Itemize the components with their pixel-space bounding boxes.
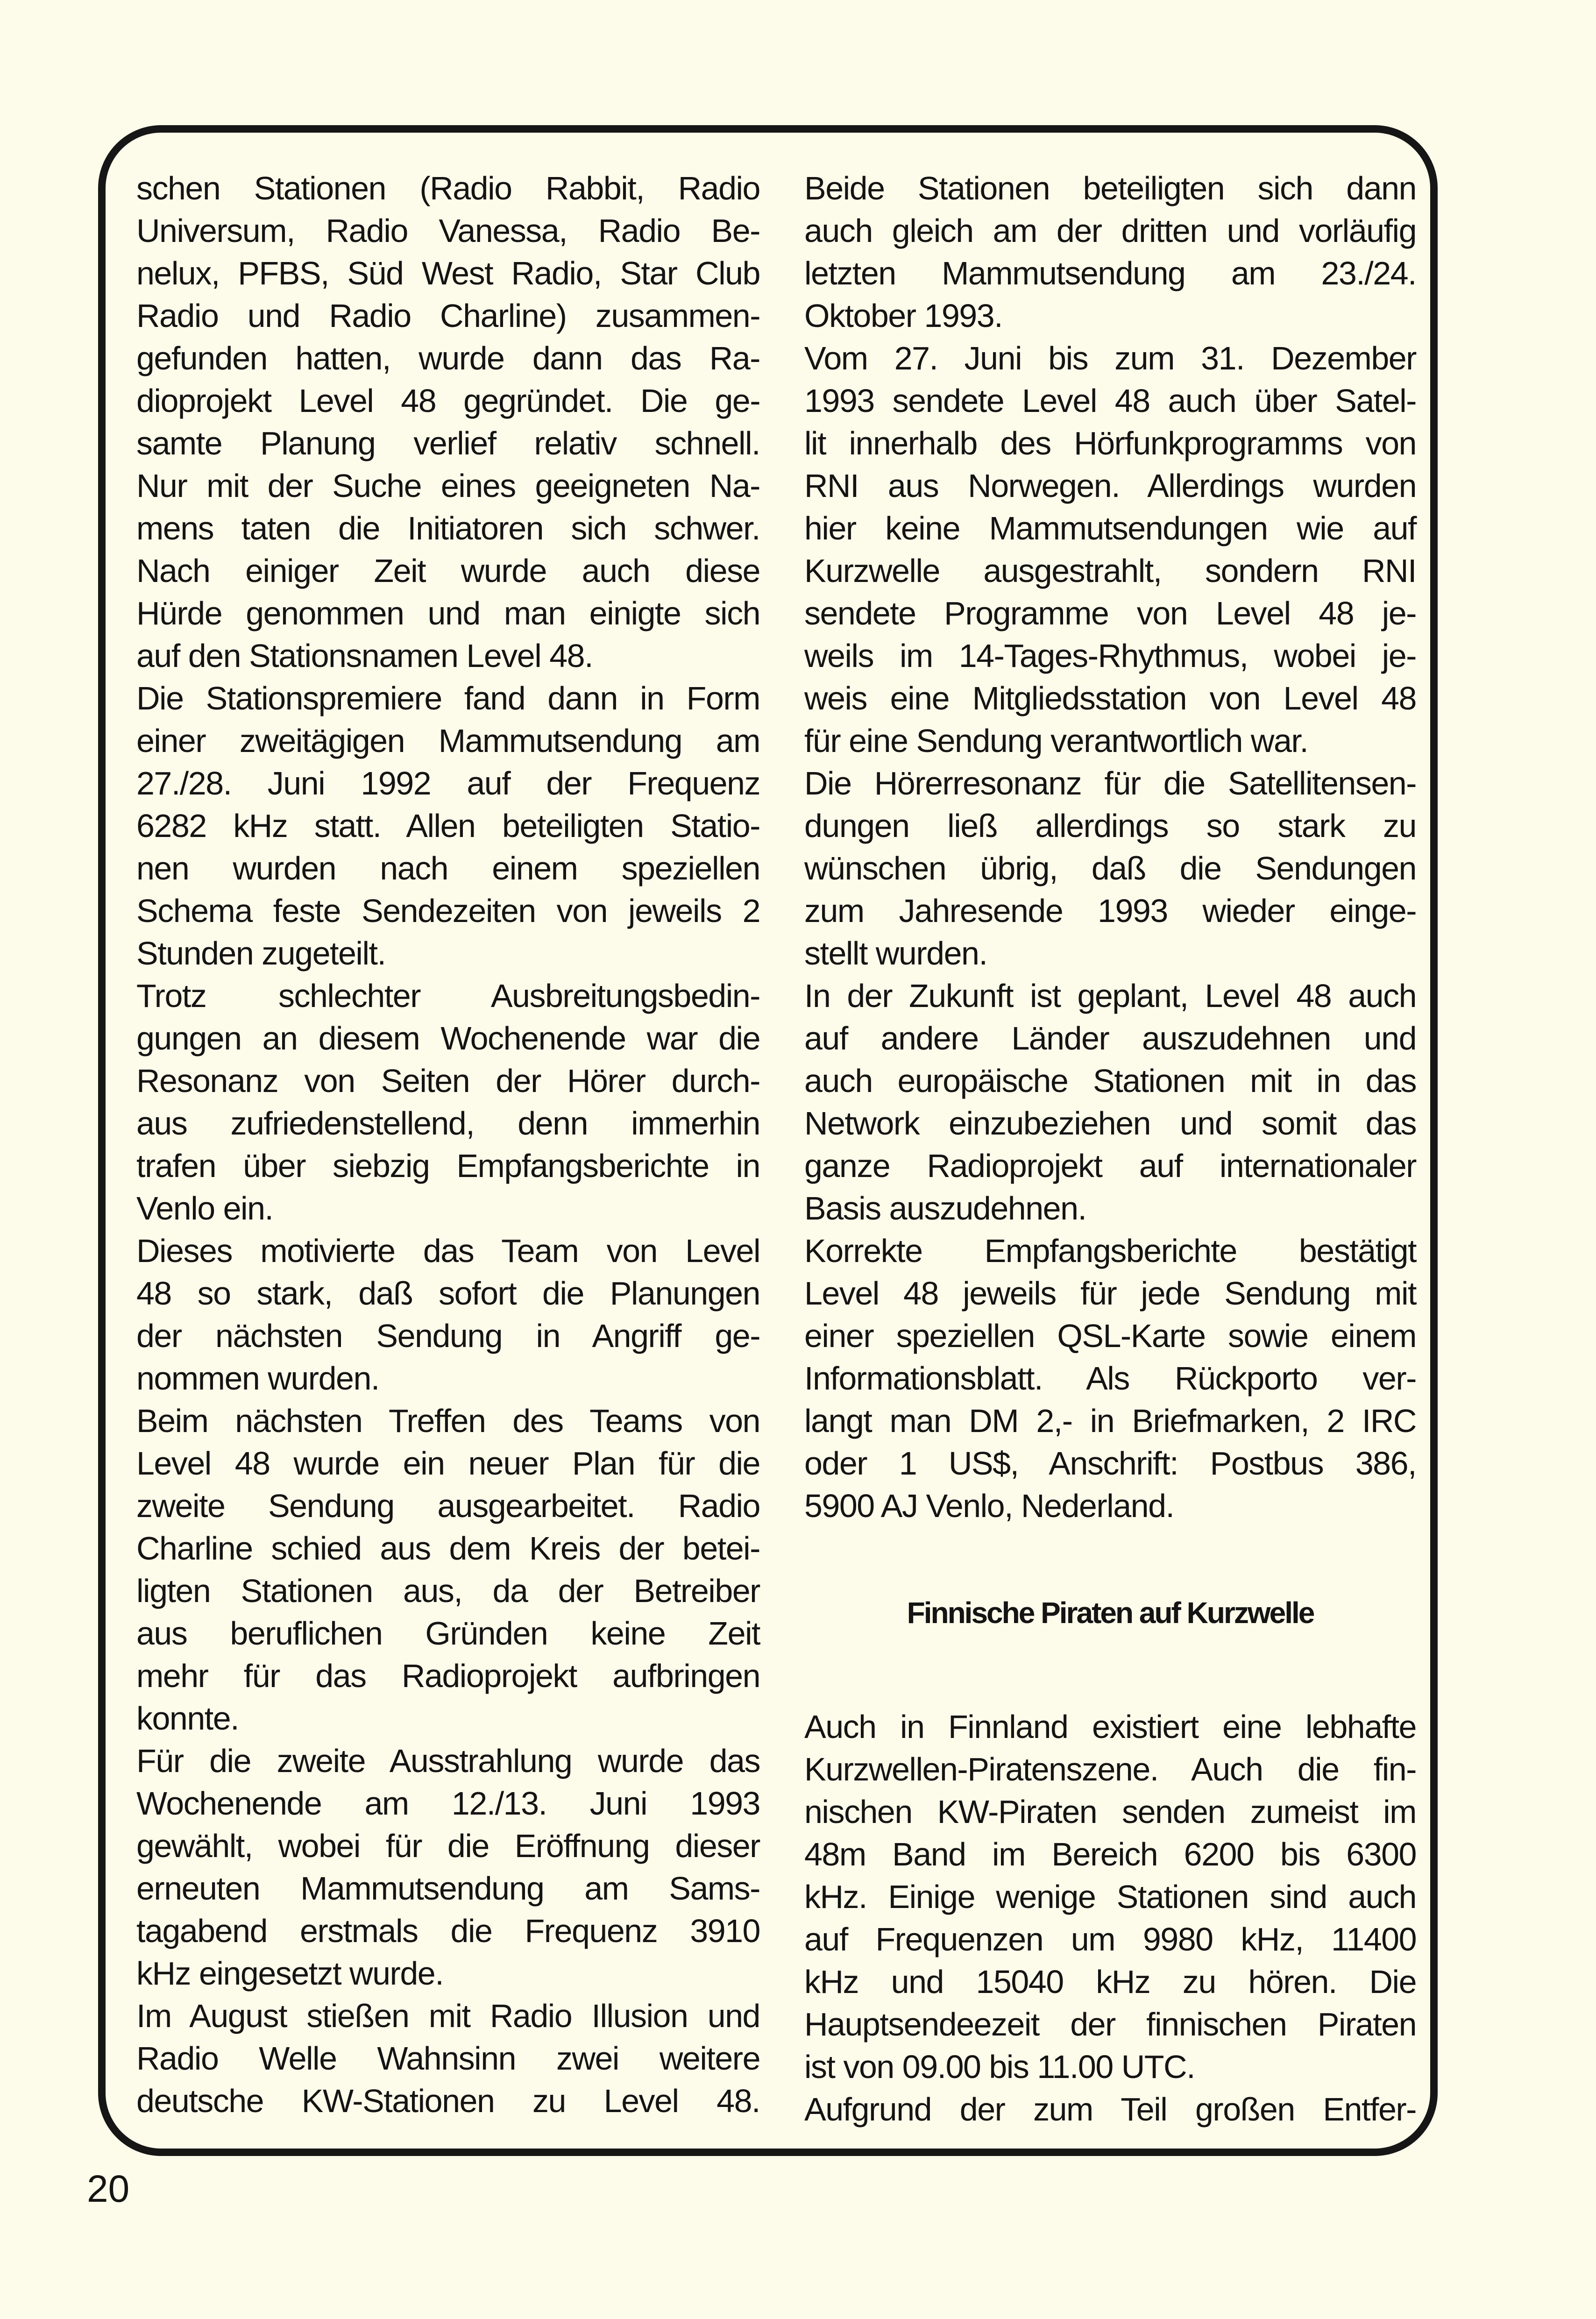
text-line: Dieses motivierte das Team von Level xyxy=(136,1233,760,1269)
text-line: Basis auszudehnen. xyxy=(804,1190,1086,1227)
text-line: erneuten Mammutsendung am Sams- xyxy=(136,1870,760,1907)
text-line: Wochenende am 12./13. Juni 1993 xyxy=(136,1785,760,1822)
text-line: 48m Band im Bereich 6200 bis 6300 xyxy=(804,1836,1416,1872)
text-line: einer zweitägigen Mammutsendung am xyxy=(136,723,760,759)
text-line: sendete Programme von Level 48 je- xyxy=(804,595,1416,631)
text-line: Hürde genommen und man einigte sich xyxy=(136,595,760,631)
text-line: RNI aus Norwegen. Allerdings wurden xyxy=(804,468,1416,504)
text-line: gewählt, wobei für die Eröffnung dieser xyxy=(136,1828,760,1864)
text-line: Die Hörerresonanz für die Satellitensen- xyxy=(804,765,1416,801)
text-line: aus beruflichen Gründen keine Zeit xyxy=(136,1615,760,1652)
text-line: gungen an diesem Wochenende war die xyxy=(136,1020,760,1057)
text-line: Radio Welle Wahnsinn zwei weitere xyxy=(136,2040,760,2077)
text-line: der nächsten Sendung in Angriff ge- xyxy=(136,1318,760,1354)
text-line: weils im 14-Tages-Rhythmus, wobei je- xyxy=(804,638,1416,674)
text-line: Network einzubeziehen und somit das xyxy=(804,1105,1416,1142)
text-line: Level 48 wurde ein neuer Plan für die xyxy=(136,1445,760,1482)
text-line: Level 48 jeweils für jede Sendung mit xyxy=(804,1275,1416,1312)
text-line: 1993 sendete Level 48 auch über Satel- xyxy=(804,383,1416,419)
text-line: tagabend erstmals die Frequenz 3910 xyxy=(136,1913,760,1949)
text-line: 6282 kHz statt. Allen beteiligten Statio- xyxy=(136,808,760,844)
section-heading-block xyxy=(804,1527,1416,1706)
text-line: ligten Stationen aus, da der Betreiber xyxy=(136,1573,760,1609)
text-line: Universum, Radio Vanessa, Radio Be- xyxy=(136,213,760,249)
text-line: dioprojekt Level 48 gegründet. Die ge- xyxy=(136,383,760,419)
text-line: Schema feste Sendezeiten von jeweils 2 xyxy=(136,893,760,929)
text-line: Auch in Finnland existiert eine lebhafte xyxy=(804,1709,1416,1745)
text-line: aus zufriedenstellend, denn immerhin xyxy=(136,1105,760,1142)
text-line: dungen ließ allerdings so stark zu xyxy=(804,808,1416,844)
text-line: zweite Sendung ausgearbeitet. Radio xyxy=(136,1488,760,1524)
text-line: Beim nächsten Treffen des Teams von xyxy=(136,1403,760,1439)
text-line: kHz. Einige wenige Stationen sind auch xyxy=(804,1879,1416,1915)
text-line: Vom 27. Juni bis zum 31. Dezember xyxy=(804,340,1416,376)
text-line: kHz und 15040 kHz zu hören. Die xyxy=(804,1964,1416,2000)
text-line: oder 1 US$, Anschrift: Postbus 386, xyxy=(804,1445,1416,1482)
text-line: schen Stationen (Radio Rabbit, Radio xyxy=(136,170,760,206)
text-line: 48 so stark, daß sofort die Planungen xyxy=(136,1275,760,1312)
text-line: mens taten die Initiatoren sich schwer. xyxy=(136,510,760,546)
text-line: mehr für das Radioprojekt aufbringen xyxy=(136,1658,760,1694)
text-line: wünschen übrig, daß die Sendungen xyxy=(804,850,1416,886)
text-line: langt man DM 2,- in Briefmarken, 2 IRC xyxy=(804,1403,1416,1439)
text-line: In der Zukunft ist geplant, Level 48 auch xyxy=(804,978,1416,1014)
text-line: Für die zweite Ausstrahlung wurde das xyxy=(136,1743,760,1779)
text-line: Nur mit der Suche eines geeigneten Na- xyxy=(136,468,760,504)
text-line: ganze Radioprojekt auf internationaler xyxy=(804,1148,1416,1184)
text-line: Korrekte Empfangsberichte bestätigt xyxy=(804,1233,1416,1269)
left-column xyxy=(136,167,760,2122)
text-line: auch gleich am der dritten und vorläufig xyxy=(804,213,1416,249)
text-line: Charline schied aus dem Kreis der betei- xyxy=(136,1530,760,1567)
text-line: lit innerhalb des Hörfunkprogramms von xyxy=(804,425,1416,461)
text-line: zum Jahresende 1993 wieder einge- xyxy=(804,893,1416,929)
text-line: gefunden hatten, wurde dann das Ra- xyxy=(136,340,760,376)
text-line: Hauptsendeezeit der finnischen Piraten xyxy=(804,2006,1416,2042)
text-line: auch europäische Stationen mit in das xyxy=(804,1063,1416,1099)
text-line: hier keine Mammutsendungen wie auf xyxy=(804,510,1416,546)
text-line: Kurzwelle ausgestrahlt, sondern RNI xyxy=(804,553,1416,589)
text-line: für eine Sendung verantwortlich war. xyxy=(804,723,1308,759)
text-line: nen wurden nach einem speziellen xyxy=(136,850,760,886)
text-line: Oktober 1993. xyxy=(804,298,1003,334)
text-line: Aufgrund der zum Teil großen Entfer- xyxy=(804,2091,1416,2128)
text-line: kHz eingesetzt wurde. xyxy=(136,1955,444,1992)
text-line: Die Stationspremiere fand dann in Form xyxy=(136,680,760,716)
right-column xyxy=(804,167,1416,2131)
text-line: Informationsblatt. Als Rückporto ver- xyxy=(804,1360,1416,1397)
right-column-text-after-heading xyxy=(804,1706,1416,2131)
text-line: samte Planung verlief relativ schnell. xyxy=(136,425,760,461)
text-line: auf den Stationsnamen Level 48. xyxy=(136,638,593,674)
text-line: einer speziellen QSL-Karte sowie einem xyxy=(804,1318,1416,1354)
text-line: Trotz schlechter Ausbreitungsbedin- xyxy=(136,978,760,1014)
text-line: weis eine Mitgliedsstation von Level 48 xyxy=(804,680,1416,716)
text-line: Nach einiger Zeit wurde auch diese xyxy=(136,553,760,589)
text-line: Resonanz von Seiten der Hörer durch- xyxy=(136,1063,760,1099)
text-line: trafen über siebzig Empfangsberichte in xyxy=(136,1148,760,1184)
text-line: stellt wurden. xyxy=(804,935,987,972)
section-heading: Finnische Piraten auf Kurzwelle xyxy=(907,1596,1314,1630)
text-line: 27./28. Juni 1992 auf der Frequenz xyxy=(136,765,760,801)
text-line: Kurzwellen-Piratenszene. Auch die fin- xyxy=(804,1751,1416,1787)
text-line: Radio und Radio Charline) zusammen- xyxy=(136,298,760,334)
text-line: Venlo ein. xyxy=(136,1190,273,1227)
text-line: 5900 AJ Venlo, Nederland. xyxy=(804,1488,1174,1524)
text-line: letzten Mammutsendung am 23./24. xyxy=(804,255,1416,291)
text-line: konnte. xyxy=(136,1700,239,1737)
text-line: auf Frequenzen um 9980 kHz, 11400 xyxy=(804,1921,1416,1957)
text-line: Stunden zugeteilt. xyxy=(136,935,386,972)
text-line: Im August stießen mit Radio Illusion und xyxy=(136,1998,760,2034)
text-line: nischen KW-Piraten senden zumeist im xyxy=(804,1794,1416,1830)
text-line: nelux, PFBS, Süd West Radio, Star Club xyxy=(136,255,760,291)
text-line: Beide Stationen beteiligten sich dann xyxy=(804,170,1416,206)
text-line: ist von 09.00 bis 11.00 UTC. xyxy=(804,2049,1195,2085)
text-line: auf andere Länder auszudehnen und xyxy=(804,1020,1416,1057)
page-number: 20 xyxy=(87,2168,130,2210)
text-line: deutsche KW-Stationen zu Level 48. xyxy=(136,2083,760,2119)
right-column-text-before-heading xyxy=(804,167,1416,1527)
text-line: nommen wurden. xyxy=(136,1360,379,1397)
